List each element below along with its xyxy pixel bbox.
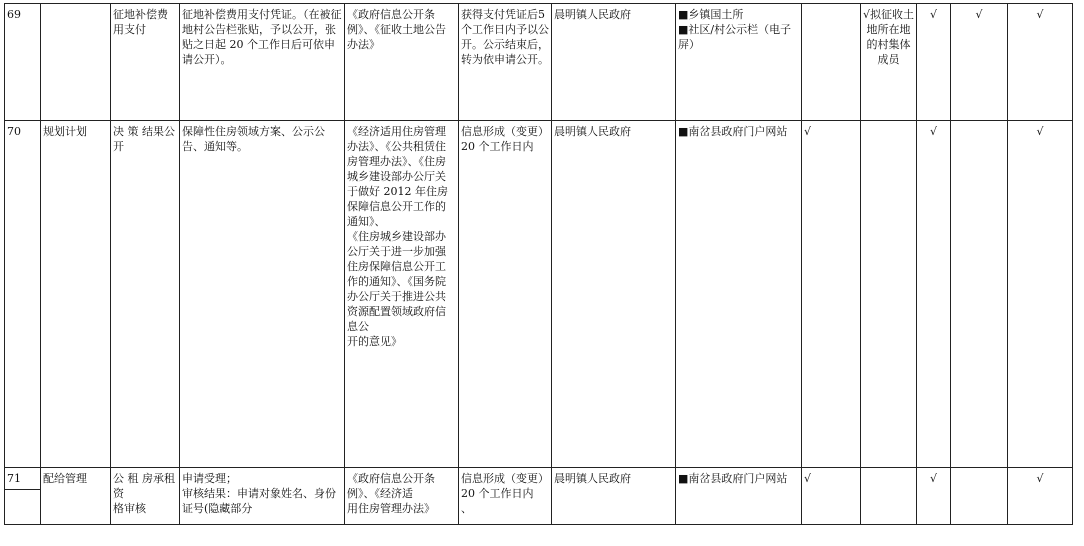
mark-cell-12: [951, 468, 1008, 525]
scope-cell: √拟征收土地所在地的村集体成员: [861, 4, 917, 121]
disclosure-table: [4, 3, 1073, 525]
mark-cell-12: √: [951, 4, 1008, 121]
mark-cell-13: √: [1008, 121, 1073, 468]
row-number: 69: [5, 4, 41, 121]
mark-cell-9: √: [802, 121, 861, 468]
item-cell: 决 策 结果公开: [111, 121, 180, 468]
mark-cell-11: √: [917, 4, 951, 121]
channel-cell: ■南岔县政府门户网站: [676, 121, 802, 468]
row-number-continuation: [5, 490, 41, 525]
category-cell: 规划计划: [41, 121, 111, 468]
item-cell: 公 租 房承租 资 格审核: [111, 468, 180, 525]
mark-cell-9: √: [802, 468, 861, 525]
basis-cell: 《政府信息公开条例》、《征收土地公告办法》: [345, 4, 459, 121]
basis-cell: 《政府信息公开条例》、《经济适 用住房管理办法》: [345, 468, 459, 525]
mark-cell-13: √: [1008, 4, 1073, 121]
category-cell: [41, 4, 111, 121]
category-cell: 配给管理: [41, 468, 111, 525]
content-cell: 申请受理； 审核结果：申请对象姓名、身份证号(隐藏部分: [180, 468, 345, 525]
basis-cell: 《经济适用住房管理办法》、《公共租赁住房管理办法》、《住房城乡建设部办公厅关于做好 2012 年住房保障信息公开工作的通知》、 《住房城乡建设部办公厅关于进一步加强住房保障信息公开工作的通知》、《国务院办公厅关于推进公共资源配置领域政府信息公 开的意见》: [345, 121, 459, 468]
table-row: [5, 468, 1073, 490]
subject-cell: 晨明镇人民政府: [552, 468, 676, 525]
mark-cell-11: √: [917, 468, 951, 525]
mark-cell-9: [802, 4, 861, 121]
scope-cell: [861, 121, 917, 468]
item-cell: 征地补偿费用支付: [111, 4, 180, 121]
content-cell: 保障性住房领域方案、公示公告、通知等。: [180, 121, 345, 468]
channel-cell: ■乡镇国土所 ■社区/村公示栏（电子屏）: [676, 4, 802, 121]
row-number: 70: [5, 121, 41, 468]
content-cell: 征地补偿费用支付凭证。（在被征地村公告栏张贴，予以公开，张贴之日起 20 个工作日后可依申请公开）。: [180, 4, 345, 121]
subject-cell: 晨明镇人民政府: [552, 4, 676, 121]
time-limit-cell: 获得支付凭证后5个工作日内予以公开。公示结束后，转为依申请公开。: [459, 4, 552, 121]
mark-cell-13: √: [1008, 468, 1073, 525]
channel-cell: ■南岔县政府门户网站: [676, 468, 802, 525]
mark-cell-11: √: [917, 121, 951, 468]
table-row: [5, 121, 1073, 468]
mark-cell-12: [951, 121, 1008, 468]
time-limit-cell: 信息形成（变更） 20 个工作日内 、: [459, 468, 552, 525]
time-limit-cell: 信息形成（变更） 20 个工作日内: [459, 121, 552, 468]
subject-cell: 晨明镇人民政府: [552, 121, 676, 468]
table-row: [5, 4, 1073, 121]
scope-cell: [861, 468, 917, 525]
row-number: 71: [5, 468, 41, 490]
